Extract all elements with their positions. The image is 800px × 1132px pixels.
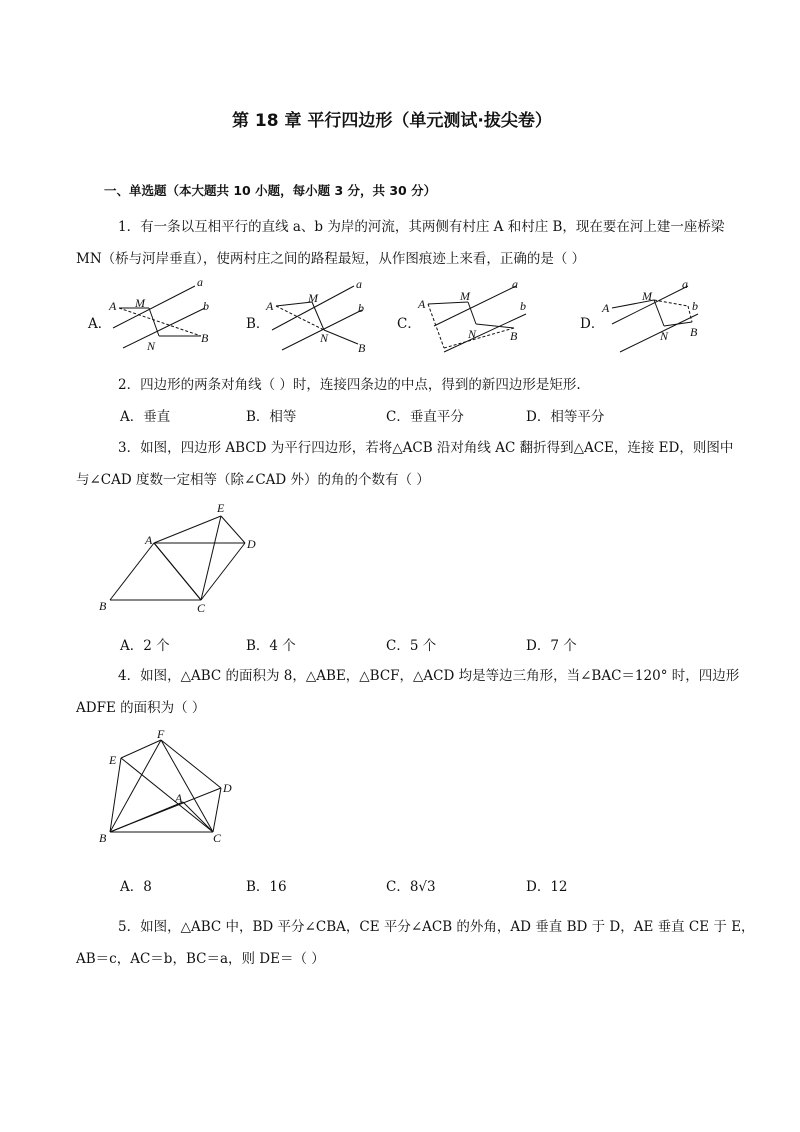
svg-text:A: A (418, 297, 426, 311)
q5-line2: AB＝c，AC＝b，BC＝a，则 DE＝（ ） (76, 951, 325, 967)
svg-text:A: A (602, 301, 610, 315)
svg-text:B: B (358, 341, 366, 352)
svg-text:b: b (692, 299, 698, 313)
svg-text:N: N (468, 327, 477, 341)
q3-option-d: D．7 个 (526, 638, 577, 654)
svg-text:a: a (197, 280, 203, 289)
q2-option-a: A．垂直 (120, 409, 171, 425)
q4-option-d: D．12 (526, 879, 568, 895)
svg-text:C: C (213, 831, 222, 845)
q1-option-a: A． (88, 316, 112, 332)
q3-option-c: C．5 个 (386, 638, 437, 654)
svg-text:E: E (109, 753, 117, 767)
q1-figure-d (598, 280, 708, 354)
svg-text:B: B (510, 329, 518, 343)
q1-line1: 1．有一条以互相平行的直线 a、b 为岸的河流，其两侧有村庄 A 和村庄 B，现在要在河上建一座桥梁 (118, 219, 725, 235)
q1-option-d: D． (580, 316, 605, 332)
svg-text:M: M (135, 296, 145, 310)
svg-text:M: M (460, 289, 470, 303)
q4-line2: ADFE 的面积为（ ） (76, 700, 206, 716)
svg-text:N: N (320, 331, 329, 345)
svg-text:F: F (157, 728, 165, 741)
q1-line2: MN（桥与河岸垂直），使两村庄之间的路程最短，从作图痕迹上来看，正确的是（ ） (76, 251, 586, 267)
q4-option-c: C．8√3 (386, 879, 436, 895)
q2-option-c: C．垂直平分 (386, 409, 464, 425)
q2-option-d: D．相等平分 (526, 409, 605, 425)
q4-line1: 4．如图，△ABC 的面积为 8，△ABE，△BCF，△ACD 均是等边三角形，当∠BAC＝120° 时，四边形 (118, 668, 740, 684)
svg-text:D: D (223, 781, 232, 795)
q1-option-b: B． (246, 316, 270, 332)
svg-text:a: a (356, 280, 362, 291)
q4-figure (95, 728, 245, 848)
svg-text:B: B (201, 331, 209, 345)
q3-figure (95, 498, 265, 618)
svg-text:b: b (358, 301, 364, 315)
svg-text:E: E (217, 501, 225, 515)
svg-text:b: b (203, 299, 209, 313)
svg-text:b: b (520, 299, 526, 313)
q3-option-b: B．4 个 (246, 638, 296, 654)
svg-text:A: A (145, 533, 153, 547)
svg-text:B: B (99, 831, 107, 845)
q5-line1: 5．如图，△ABC 中，BD 平分∠CBA，CE 平分∠ACB 的外角，AD 垂直 BD 于 D，AE 垂直 CE 于 E， (118, 919, 755, 935)
q3-line1: 3．如图，四边形 ABCD 为平行四边形，若将△ACB 沿对角线 AC 翻折得到△ACE，连接 ED，则图中 (118, 440, 734, 456)
q1-figure-a (105, 280, 215, 352)
svg-text:N: N (660, 329, 669, 343)
svg-text:B: B (99, 599, 107, 613)
svg-text:A: A (175, 791, 183, 805)
svg-text:M: M (642, 289, 652, 303)
q3-line2: 与∠CAD 度数一定相等（除∠CAD 外）的角的个数有（ ） (76, 472, 430, 488)
svg-text:C: C (197, 601, 206, 615)
q2-option-b: B．相等 (246, 409, 297, 425)
svg-text:N: N (147, 339, 156, 352)
q1-option-c: C． (397, 316, 421, 332)
q4-option-a: A．8 (120, 879, 152, 895)
q1-figure-b (262, 280, 372, 352)
svg-text:A: A (109, 299, 117, 313)
q2-text: 2．四边形的两条对角线（ ）时，连接四条边的中点，得到的新四边形是矩形. (118, 377, 581, 393)
q1-figure-c (414, 280, 534, 354)
svg-text:a: a (682, 280, 688, 291)
svg-text:D: D (247, 537, 256, 551)
svg-text:A: A (266, 299, 274, 313)
svg-text:M: M (308, 291, 318, 305)
q3-option-a: A．2 个 (120, 638, 170, 654)
q4-option-b: B．16 (246, 879, 287, 895)
section-heading: 一、单选题（本大题共 10 小题，每小题 3 分，共 30 分） (104, 183, 437, 198)
svg-text:B: B (690, 325, 698, 339)
page-title: 第 18 章 平行四边形（单元测试·拔尖卷） (232, 111, 552, 131)
svg-text:a: a (512, 280, 518, 291)
